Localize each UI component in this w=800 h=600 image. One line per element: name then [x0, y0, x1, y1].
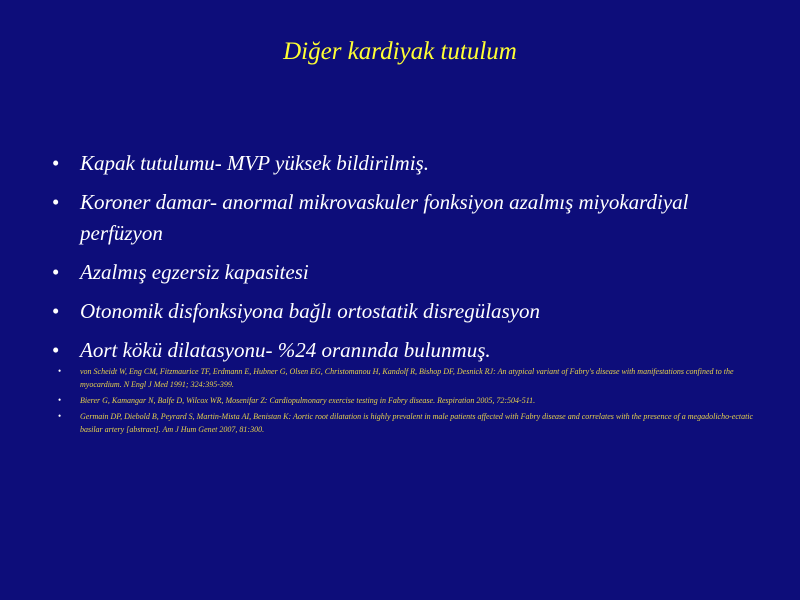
reference-marker: •	[58, 366, 62, 376]
bullet-list	[50, 148, 760, 374]
bullet-text: Aort kökü dilatasyonu- %24 oranında bulunmuş.	[80, 338, 491, 362]
reference-list	[58, 365, 758, 439]
reference-text: Bierer G, Kamangar N, Balfe D, Wilcox WR, Mosenifar Z: Cardiopulmonary exercise testing in Fabry disease. Respiration 2005, 72:504-511.	[80, 396, 536, 405]
bullet-marker: •	[52, 260, 60, 284]
reference-text: von Scheidt W, Eng CM, Fitzmaurice TF, Erdmann E, Hubner G, Olsen EG, Christomanou H, Kandolf R, Bishop DF, Desnick RJ: An atypical variant of Fabry's disease with manifestations confined to the myocardium. N Engl J Med 1991; 324:395-399.	[80, 367, 734, 389]
bullet-marker: •	[52, 299, 60, 323]
bullet-marker: •	[52, 338, 60, 362]
reference-text: Germain DP, Diebold B, Peyrard S, Martin-Mista AI, Benistan K: Aortic root dilatation is highly prevalent in male patients affected with Fabry disease and correlates with the presence of a megadolicho-ectatic basilar artery [abstract]. Am J Hum Genet 2007, 81:300.	[80, 412, 754, 434]
reference-marker: •	[58, 395, 62, 405]
reference-item	[58, 394, 758, 407]
bullet-item	[50, 257, 760, 288]
bullet-item	[50, 187, 760, 249]
slide-title: Diğer kardiyak tutulum	[283, 38, 517, 65]
reference-item	[58, 365, 758, 391]
bullet-marker: •	[52, 190, 60, 214]
bullet-text: Koroner damar- anormal mikrovaskuler fonksiyon azalmış miyokardiyal perfüzyon	[80, 190, 689, 245]
bullet-item	[50, 148, 760, 179]
bullet-item	[50, 296, 760, 327]
bullet-text: Otonomik disfonksiyona bağlı ortostatik disregülasyon	[80, 299, 541, 323]
reference-item	[58, 410, 758, 436]
bullet-text: Kapak tutulumu- MVP yüksek bildirilmiş.	[80, 151, 429, 175]
reference-marker: •	[58, 411, 62, 421]
bullet-marker: •	[52, 151, 60, 175]
bullet-text: Azalmış egzersiz kapasitesi	[80, 260, 309, 284]
bullet-item	[50, 335, 760, 366]
